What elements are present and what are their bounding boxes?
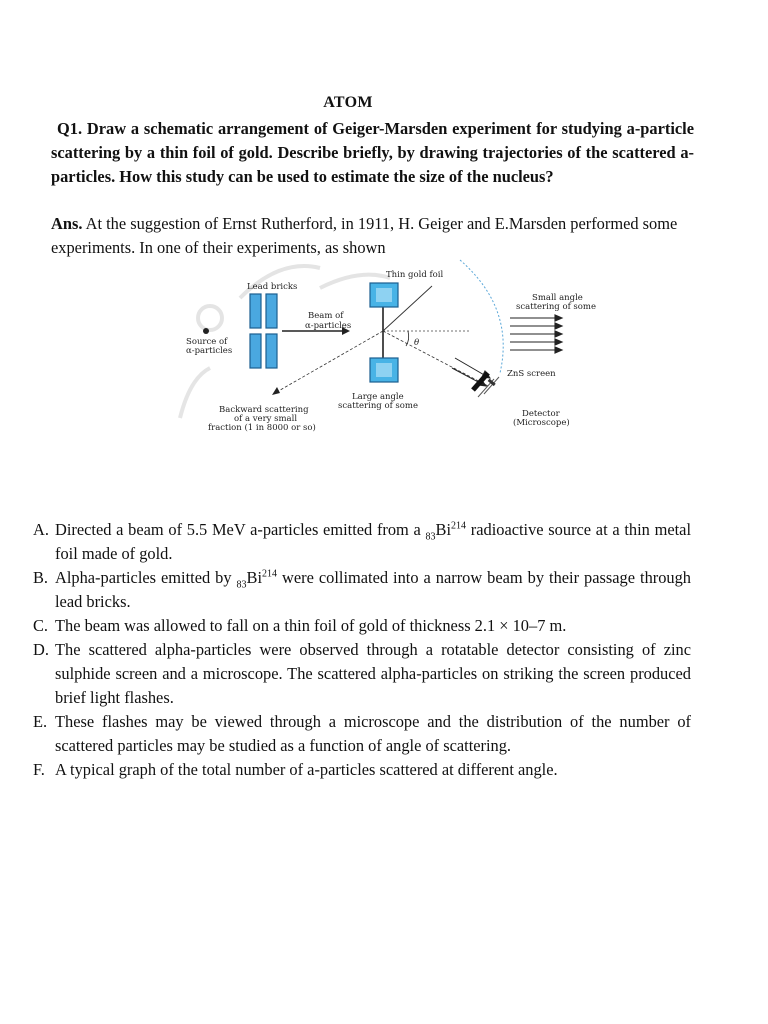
- label-small-angle-2: scattering of some: [516, 302, 596, 312]
- list-item: C. The beam was allowed to fall on a thin foil of gold of thickness 2.1 × 10–7 m.: [33, 614, 691, 638]
- label-small-angle-1: Small angle: [532, 293, 583, 303]
- label-source-2: α-particles: [186, 346, 233, 356]
- large-angle-arrows: [452, 358, 490, 386]
- trajectory-large-angle: [383, 331, 488, 386]
- list-item: A. Directed a beam of 5.5 MeV a-particles emitted from a $_{83}Bi^{214}$ radioactive source at a thin metal foil made of gold.: [33, 520, 691, 563]
- lead-brick-top-left: [250, 294, 261, 328]
- trajectory-backward: [275, 331, 383, 393]
- label-backward-1: Backward scattering: [219, 405, 309, 415]
- list-marker: B.: [33, 568, 49, 587]
- list-marker: F.: [33, 760, 45, 779]
- lead-brick-top-right: [266, 294, 277, 328]
- lead-brick-bottom-left: [250, 334, 261, 368]
- list-item: B. Alpha-particles emitted by $_{83}Bi^{214}$ were collimated into a narrow beam by their passage through lead bricks.: [33, 568, 692, 611]
- alpha-source-dot: [203, 328, 209, 334]
- list-marker: E.: [33, 712, 48, 731]
- list-marker: D.: [33, 640, 49, 659]
- list-item: D. The scattered alpha-particles were observed through a rotatable detector consisting of zinc sulphide screen and a microscope. The scattered alpha-particles on striking the screen produced brief light flashes.: [33, 640, 691, 707]
- theta-label: θ: [414, 338, 420, 348]
- label-backward-3: fraction (1 in 8000 or so): [208, 423, 316, 433]
- list-marker: A.: [33, 520, 49, 539]
- label-backward-2: of a very small: [234, 414, 298, 424]
- label-source-1: Source of: [186, 337, 228, 347]
- question-text: Q1. Draw a schematic arrangement of Geiger-Marsden experiment for studying a-particle scattering by a thin foil of gold. Describe briefly, by drawing trajectories of the scattered a-particles. How this study can be used to estimate the size of the nucleus?: [51, 119, 694, 186]
- diagram-svg: [170, 258, 610, 438]
- answer-paragraph: [51, 212, 694, 260]
- zns-screen-arc: [460, 260, 503, 373]
- label-zns-screen: ZnS screen: [507, 369, 556, 379]
- label-detector-1: Detector: [522, 409, 560, 419]
- label-large-angle-1: Large angle: [352, 392, 404, 402]
- gold-foil-inner-bottom: [376, 363, 392, 377]
- list-item: E. These flashes may be viewed through a microscope and the distribution of the number of scattered particles may be studied as a function of angle of scattering.: [33, 712, 691, 755]
- procedure-list: [33, 518, 691, 782]
- label-beam-1: Beam of: [308, 311, 344, 321]
- lead-brick-bottom-right: [266, 334, 277, 368]
- label-detector-2: (Microscope): [513, 418, 570, 428]
- small-angle-arrows: [510, 315, 562, 353]
- list-item: F. A typical graph of the total number of a-particles scattered at different angle.: [33, 758, 691, 782]
- label-large-angle-2: scattering of some: [338, 401, 418, 411]
- backward-arrowhead: [272, 387, 280, 395]
- label-beam-2: α-particles: [305, 321, 352, 331]
- page-title: ATOM: [323, 94, 373, 111]
- answer-text: At the suggestion of Ernst Rutherford, in 1911, H. Geiger and E.Marsden performed some experiments. In one of their experiments, as shown: [51, 214, 678, 257]
- geiger-marsden-diagram: [170, 258, 610, 438]
- list-marker: C.: [33, 616, 49, 635]
- label-thin-gold-foil: Thin gold foil: [386, 270, 444, 280]
- label-lead-bricks: Lead bricks: [247, 282, 298, 292]
- answer-label: Ans.: [51, 214, 83, 233]
- gold-foil-inner-top: [376, 288, 392, 302]
